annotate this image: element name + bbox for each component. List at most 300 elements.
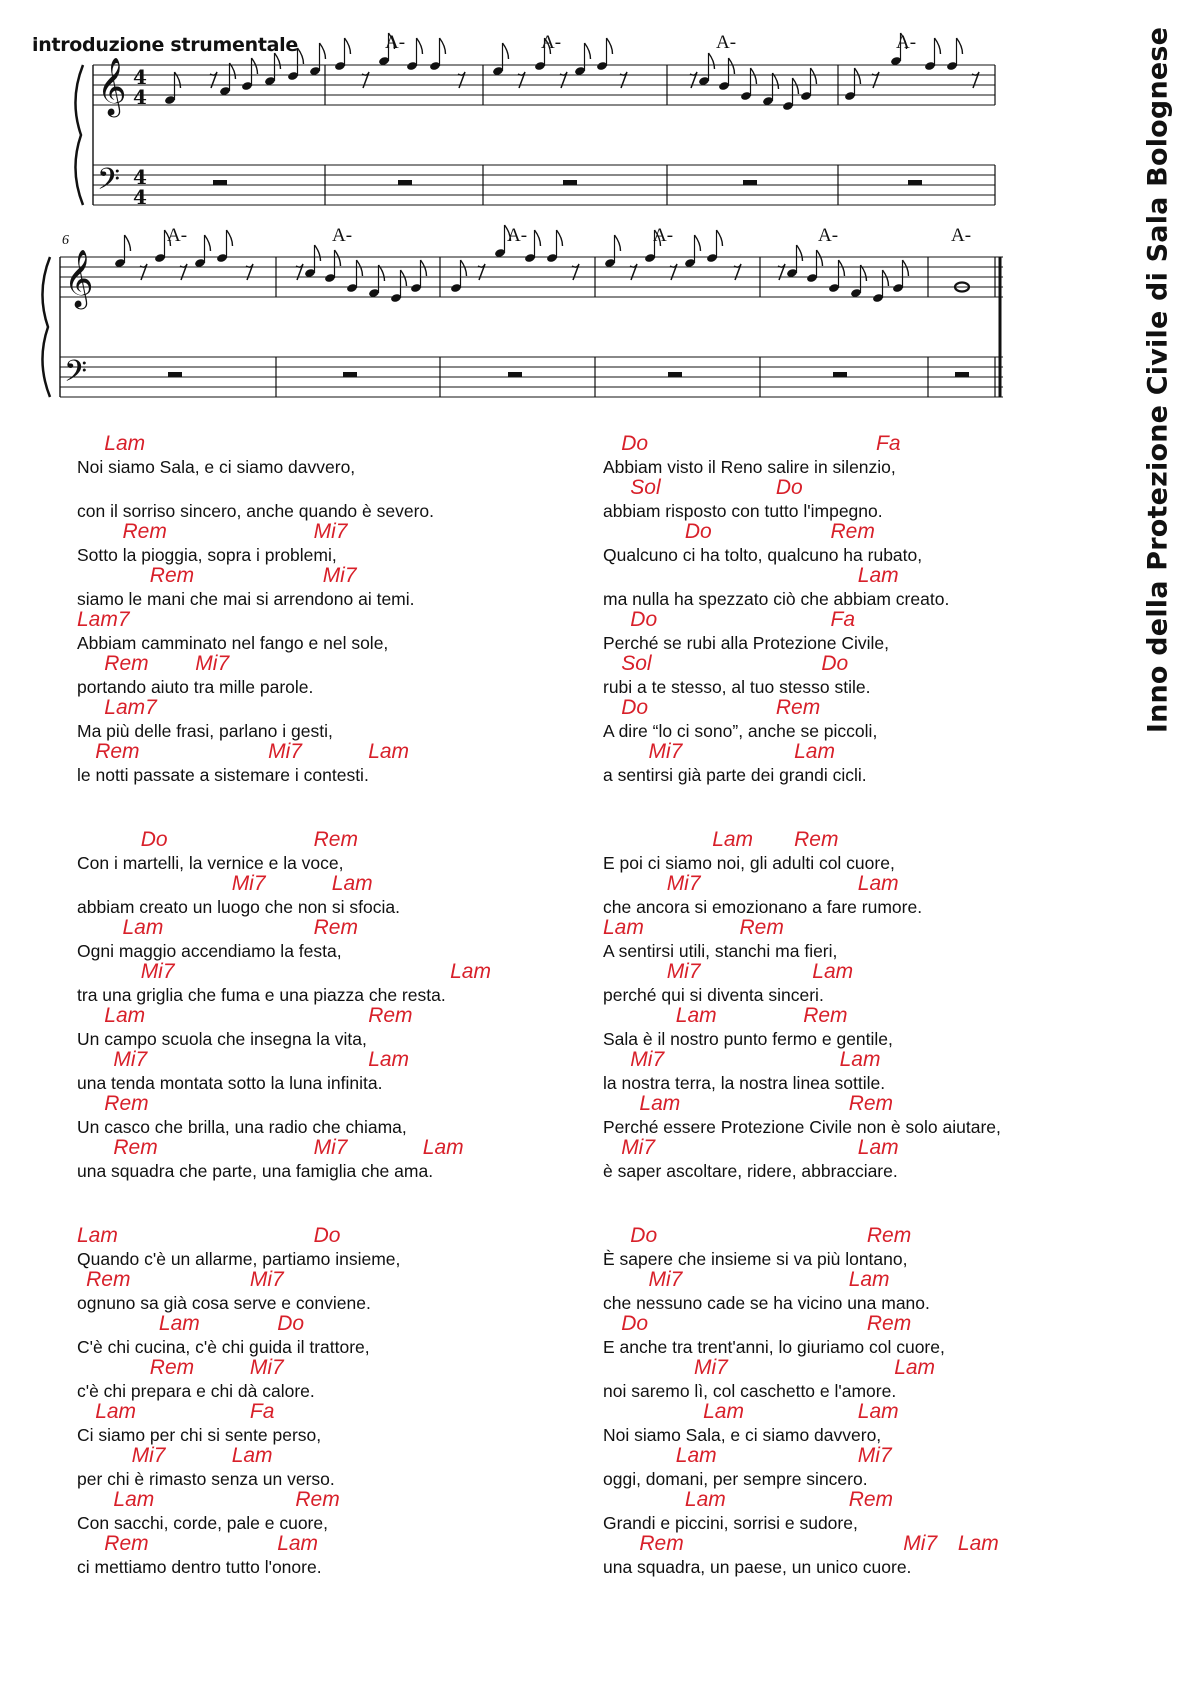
chord-marker: A- [653,225,674,246]
lyric-text: ci mettiamo dentro tutto l'onore. [77,1557,322,1577]
eighth-rest [572,264,579,280]
whole-rest [743,180,757,185]
chord-row [77,1136,557,1162]
note-flag [125,235,131,251]
chord-symbol: Rem [149,564,195,587]
note-flag [275,53,281,69]
chord-row [77,1048,557,1074]
chord-symbol: Rem [122,520,167,543]
lyric-text: E poi ci siamo noi, gli adulti col cuore, [603,853,895,873]
lyric-line [603,696,1103,740]
chord-symbol: Rem [830,520,875,543]
chord-row [77,916,557,942]
lyric-line [603,1488,1103,1532]
chord-symbol: Rem [149,1356,195,1379]
chord-symbol: Do [630,1224,658,1247]
stanza-gap [77,1180,557,1224]
eighth-rest [670,264,677,280]
lyric-text: Perché essere Protezione Civile non è solo aiutare, [603,1117,1001,1137]
chord-row [603,1224,1103,1250]
lyric-line [77,564,557,608]
chord-symbol: Lam [675,1444,717,1467]
lyric-line [603,1092,1103,1136]
chord-symbol: Mi7 [249,1356,284,1379]
note-flag [585,43,591,59]
chord-row [603,1048,1103,1074]
eighth-rest [518,72,525,88]
chord-symbol: Mi7 [694,1356,728,1379]
chord-row [603,1268,1103,1294]
note-flag [298,48,304,64]
chord-symbol: Mi7 [140,960,175,983]
lyric-text: le notti passate a sistemare i contesti. [77,765,369,785]
lyric-line [77,740,557,784]
lyric-line [603,960,1103,1004]
lyric-line [77,1488,557,1532]
lyric-line [77,1092,557,1136]
chord-marker: A- [716,32,737,53]
chord-symbol: Lam [104,432,146,455]
lyric-text: Ci siamo per chi si sente perso, [77,1425,322,1445]
lyric-text: una squadra, un paese, un unico cuore. [603,1557,912,1577]
chord-symbol: Rem [86,1268,131,1291]
note-flag [855,68,861,84]
chord-symbol: Fa [249,1400,275,1423]
lyric-line [77,1400,557,1444]
chord-row [603,916,1103,942]
lyric-text: Con sacchi, corde, pale e cuore, [77,1513,328,1533]
lyric-text: noi saremo lì, col caschetto e l'amore. [603,1381,897,1401]
chord-symbol: Rem [775,696,821,719]
note-flag [417,38,423,54]
stanza-gap [603,784,1103,828]
chord-row [77,1444,557,1470]
chord-symbol: Lam [703,1400,744,1423]
chord-row [603,1004,1103,1030]
chord-row [603,696,1103,722]
whole-rest [908,180,922,185]
eighth-rest [296,264,303,280]
note-flag [811,68,817,84]
lyric-line [77,432,557,476]
whole-rest [398,180,412,185]
lyric-text: A dire “lo ci sono”, anche se piccoli, [603,721,878,741]
chord-row [77,696,557,722]
chord-symbol: Do [313,1224,341,1247]
chord-symbol: Rem [95,740,140,763]
chord-row [603,872,1103,898]
lyric-line [603,1136,1103,1180]
chord-symbol: Mi7 [903,1532,938,1555]
chord-marker: A- [507,225,528,246]
lyric-text: perché qui si diventa sinceri. [603,985,824,1005]
chord-symbol: Rem [295,1488,340,1511]
lyric-line [77,1136,557,1180]
chord-symbol: Lam [639,1092,681,1115]
lyric-line [77,476,557,520]
chord-symbol: Lam [277,1532,319,1555]
lyric-line [77,1444,557,1488]
lyric-line [77,608,557,652]
lyric-line [77,1268,557,1312]
lyric-text: E anche tra trent'anni, lo giuriamo col cuore, [603,1337,945,1357]
chord-symbol: Do [821,652,849,675]
chord-marker: A- [541,32,562,53]
chord-symbol: Lam [113,1488,155,1511]
note-flag [709,53,715,69]
chord-marker: A- [818,225,839,246]
note-flag [175,72,181,88]
lyric-line [603,1444,1103,1488]
whole-rest [508,372,522,377]
lyric-line [77,1048,557,1092]
lyric-text: C'è chi cucina, c'è chi guida il trattore, [77,1337,370,1357]
chord-symbol: Lam [675,1004,717,1027]
lyric-line [603,828,1103,872]
stanza [603,1224,1103,1576]
chord-row [603,564,1103,590]
chord-symbol: Lam7 [104,696,157,719]
lyric-line [603,1312,1103,1356]
chord-row [603,828,1103,854]
eighth-rest [478,264,485,280]
note-flag [421,260,427,276]
note-flag [227,230,233,246]
chord-symbol: Fa [830,608,856,631]
chord-row [603,1488,1103,1514]
lyric-line [603,476,1103,520]
chord-symbol: Lam [848,1268,890,1291]
lyric-text: ognuno sa già cosa serve e conviene. [77,1293,371,1313]
note-flag [615,235,621,251]
chord-marker: A- [385,32,406,53]
score-system-2 [42,225,1003,397]
lyric-text: Noi siamo Sala, e ci siamo davvero, [77,457,356,477]
chord-symbol: Mi7 [621,1136,656,1159]
chord-symbol: Lam [77,1224,118,1247]
chord-row [77,828,557,854]
lyric-line [77,652,557,696]
note-flag [461,260,467,276]
note-flag [440,38,446,54]
chord-symbol: Lam [450,960,491,983]
chord-row [77,1532,557,1558]
note-flag [717,230,723,246]
lyric-line [77,960,557,1004]
note-flag [535,230,541,246]
time-signature: 4 [133,165,147,189]
chord-row [603,608,1103,634]
note-flag [695,235,701,251]
chord-symbol: Do [775,476,803,499]
lyric-text: c'è chi prepara e chi dà calore. [77,1381,315,1401]
eighth-rest [620,72,627,88]
note-flag [729,58,735,74]
eighth-rest [180,264,187,280]
stanza [603,828,1103,1180]
lyric-line [603,1004,1103,1048]
lyric-line [77,696,557,740]
lyric-text: portando aiuto tra mille parole. [77,677,314,697]
lyric-text: Grandi e piccini, sorrisi e sudore, [603,1513,858,1533]
chord-symbol: Lam [368,740,410,763]
lyric-text: abbiam creato un luogo che non si sfocia. [77,897,400,917]
chord-symbol: Lam [857,1136,899,1159]
lyric-line [603,564,1103,608]
chord-symbol: Do [621,1312,649,1335]
lyrics-column-right [603,432,1103,1576]
chord-symbol: Rem [794,828,839,851]
chord-row [77,520,557,546]
intro-label: introduzione strumentale [32,34,298,56]
chord-symbol: Mi7 [195,652,230,675]
chord-symbol: Rem [639,1532,684,1555]
lyric-text: una tenda montata sotto la luna infinita. [77,1073,383,1093]
eighth-rest [560,72,567,88]
chord-symbol: Lam [231,1444,273,1467]
chord-symbol: Do [621,696,649,719]
chord-symbol: Fa [876,432,901,455]
chord-symbol: Mi7 [268,740,302,763]
lyric-line [77,1356,557,1400]
chord-row [603,1400,1103,1426]
lyric-line [603,1224,1103,1268]
lyric-text: abbiam risposto con tutto l'impegno. [603,501,883,521]
chord-symbol: Rem [313,916,358,939]
time-signature: 4 [133,85,147,109]
chord-symbol: Lam [684,1488,726,1511]
eighth-rest [778,264,785,280]
lyric-line [77,916,557,960]
chord-symbol: Mi7 [249,1268,284,1291]
eighth-rest [458,72,465,88]
chord-symbol: Lam [95,1400,137,1423]
chord-symbol: Lam7 [77,608,130,631]
chord-row [77,1092,557,1118]
chord-symbol: Lam [368,1048,410,1071]
chord-row [77,1400,557,1426]
note-flag [335,250,341,266]
note-flag [401,270,407,286]
lyric-text: siamo le mani che mai si arrendono ai temi. [77,589,415,609]
chord-row [77,960,557,986]
chord-row [77,608,557,634]
chord-symbol: Mi7 [313,520,348,543]
chord-symbol: Lam [122,916,164,939]
chord-symbol: Mi7 [857,1444,892,1467]
lyric-line [603,1532,1103,1576]
eighth-rest [140,264,147,280]
chord-symbol: Lam [839,1048,881,1071]
lyric-text: Abbiam visto il Reno salire in silenzio, [603,457,896,477]
score-system-1 [75,32,995,209]
lyric-line [77,828,557,872]
bass-clef: 𝄢 [97,163,121,204]
chord-symbol: Rem [104,1532,149,1555]
chord-row [603,1356,1103,1382]
note-flag [957,38,963,54]
chord-symbol: Rem [866,1224,912,1247]
note-flag [557,230,563,246]
measure-number: 6 [62,233,69,248]
chord-symbol: Do [277,1312,305,1335]
treble-clef: 𝄞 [64,249,94,307]
lyric-line [77,520,557,564]
lyric-text: A sentirsi utili, stanchi ma fieri, [603,941,838,961]
eighth-rest [246,264,253,280]
lyric-line [603,608,1103,652]
chord-row [603,476,1103,502]
lyric-line [603,740,1103,784]
note-flag [320,43,326,59]
chord-symbol: Lam [857,872,899,895]
lyric-text: per chi è rimasto senza un verso. [77,1469,335,1489]
lyric-text: Con i martelli, la vernice e la voce, [77,853,344,873]
chord-symbol: Rem [104,652,149,675]
lyric-line [603,432,1103,476]
chord-symbol: Mi7 [630,1048,665,1071]
chord-symbol: Mi7 [131,1444,166,1467]
chord-row [77,652,557,678]
stanza-gap [603,1180,1103,1224]
chord-row [603,1136,1103,1162]
eighth-rest [630,264,637,280]
chord-row [77,1268,557,1294]
chord-symbol: Mi7 [666,872,701,895]
chord-symbol: Rem [848,1488,894,1511]
note-flag [793,78,799,94]
lyric-text: Abbiam camminato nel fango e nel sole, [77,633,389,653]
stanza [77,1224,557,1576]
lyric-line [77,1312,557,1356]
chord-symbol: Rem [848,1092,894,1115]
chord-symbol: Lam [158,1312,200,1335]
eighth-rest [690,72,697,88]
lyric-text: tra una griglia che fuma e una piazza che resta. [77,985,446,1005]
chord-marker: A- [951,225,972,246]
bass-clef: 𝄢 [64,355,88,396]
lyric-line [603,520,1103,564]
chord-row [77,1356,557,1382]
chord-symbol: Lam [894,1356,936,1379]
chord-symbol: Rem [104,1092,149,1115]
song-title: Inno della Protezione Civile di Sala Bolognese [1142,26,1174,734]
lyric-line [77,1532,557,1576]
lyrics-column-left [77,432,557,1576]
lyric-text: Qualcuno ci ha tolto, qualcuno ha rubato, [603,545,923,565]
chord-symbol: Mi7 [113,1048,148,1071]
chord-row [77,564,557,590]
note-flag [607,38,613,54]
treble-clef: 𝄞 [97,57,127,115]
note-flag [205,235,211,251]
eighth-rest [210,72,217,88]
chord-symbol: Rem [739,916,784,939]
note-flag [345,38,351,54]
whole-rest [343,372,357,377]
stanza [603,432,1103,784]
lyric-text: Un campo scuola che insegna la vita, [77,1029,367,1049]
lyric-text: Sotto la pioggia, sopra i problemi, [77,545,337,565]
chord-row [603,432,1103,458]
lyric-text: oggi, domani, per sempre sincero. [603,1469,868,1489]
chord-row [603,652,1103,678]
eighth-rest [734,264,741,280]
chord-symbol: Do [140,828,168,851]
whole-rest [168,372,182,377]
chord-symbol: Lam [603,916,644,939]
chord-row [77,1004,557,1030]
chord-row [77,1224,557,1250]
lyric-text: una squadra che parte, una famiglia che ama. [77,1161,434,1181]
stanza [77,432,557,784]
chord-symbol: Lam [857,564,899,587]
chord-row [603,740,1103,766]
note-flag [935,38,941,54]
lyric-line [77,872,557,916]
stanza-gap [77,784,557,828]
lyric-text: Un casco che brilla, una radio che chiama, [77,1117,407,1137]
chord-symbol: Mi7 [231,872,266,895]
music-score [0,0,1100,420]
lyric-line [77,1004,557,1048]
chord-symbol: Sol [630,476,661,499]
lyric-text: Sala è il nostro punto fermo e gentile, [603,1029,893,1049]
chord-row [603,960,1103,986]
lyric-text: a sentirsi già parte dei grandi cicli. [603,765,867,785]
chord-symbol: Do [684,520,712,543]
chord-row [77,432,557,458]
chord-row [603,1312,1103,1338]
lyric-text: Perché se rubi alla Protezione Civile, [603,633,889,653]
note-flag [751,68,757,84]
lyric-text: Ma più delle frasi, parlano i gesti, [77,721,333,741]
lyric-text: È sapere che insieme si va più lontano, [603,1249,908,1269]
chord-row [603,1444,1103,1470]
brace [42,257,50,397]
chord-symbol: Lam [331,872,373,895]
stanza [77,828,557,1180]
lyric-text: con il sorriso sincero, anche quando è severo. [77,501,435,521]
chord-symbol: Rem [803,1004,848,1027]
lyric-line [77,1224,557,1268]
chord-symbol: Sol [621,652,652,675]
lyric-text: è saper ascoltare, ridere, abbracciare. [603,1161,898,1181]
chord-row [603,1092,1103,1118]
brace [75,65,83,205]
chord-symbol: Lam [957,1532,999,1555]
chord-row [77,872,557,898]
chord-row [77,1312,557,1338]
chord-row [77,1488,557,1514]
time-signature: 4 [133,65,147,89]
lyric-text: ma nulla ha spezzato ciò che abbiam creato. [603,589,950,609]
chord-symbol: Rem [368,1004,413,1027]
lyric-text: rubi a te stesso, al tuo stesso stile. [603,677,871,697]
note-flag [903,260,909,276]
chord-symbol: Mi7 [648,1268,683,1291]
lyric-line [603,872,1103,916]
chord-symbol: Lam [104,1004,146,1027]
chord-symbol: Do [630,608,658,631]
note-flag [817,250,823,266]
whole-rest [955,372,969,377]
lyric-line [603,1400,1103,1444]
lyric-line [603,1048,1103,1092]
chord-symbol: Mi7 [322,564,357,587]
lyric-line [603,1268,1103,1312]
time-signature: 4 [133,185,147,209]
